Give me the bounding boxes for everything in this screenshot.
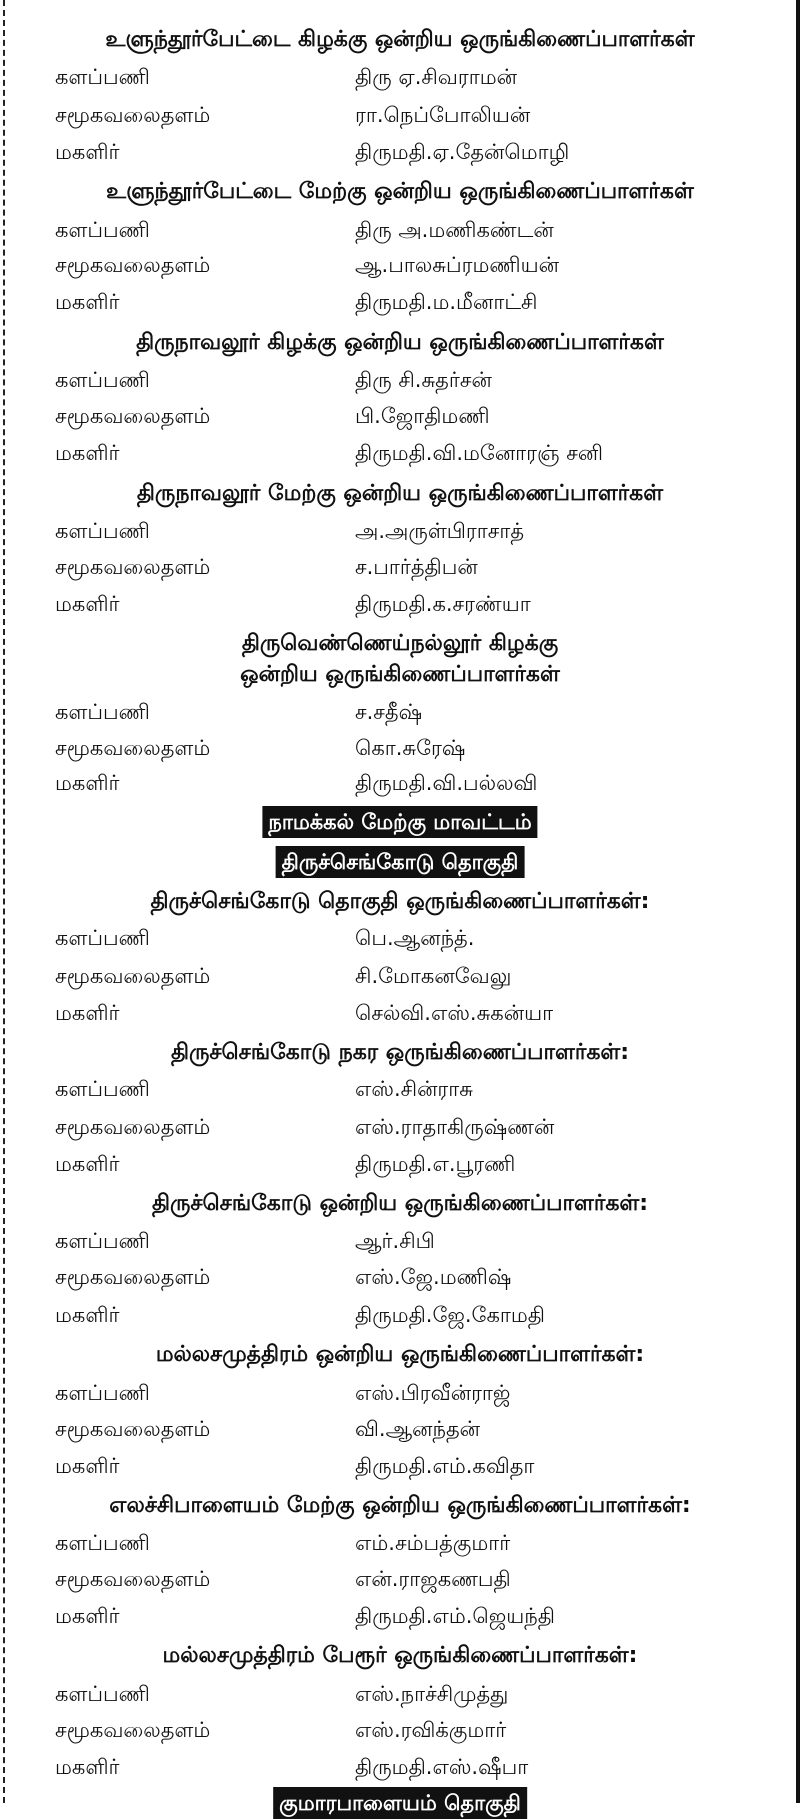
list-item [0,437,800,469]
person-name: திருமதி.ஜே.கோமதி [355,1303,545,1327]
list-item [0,997,800,1029]
section-title: எலச்சிபாளையம் மேற்கு ஒன்றிய ஒருங்கிணைப்பாளர்கள்: [109,1493,691,1518]
list-item [0,1073,800,1105]
list-item [0,1600,800,1632]
list-item [0,1751,800,1783]
list-item [0,364,800,396]
person-name: திருமதி.ம.மீனாட்சி [355,290,538,314]
role-label: களப்பணி [55,1682,150,1706]
list-item [0,99,800,131]
role-label: சமூகவலைதளம் [55,1115,211,1139]
person-name: திரு ஏ.சிவராமன் [355,65,517,89]
role-label: களப்பணி [55,1229,150,1253]
role-label: மகளிர் [55,1152,120,1176]
list-item [0,1261,800,1293]
person-name: எஸ்.பிரவீன்ராஜ் [355,1381,511,1405]
person-name: செல்வி.எஸ்.சுகன்யா [355,1001,554,1025]
role-label: களப்பணி [55,519,150,543]
list-item [0,696,800,728]
list-item [0,1563,800,1595]
role-label: மகளிர் [55,1454,120,1478]
list-item [0,1678,800,1710]
list-item [0,214,800,246]
person-name: ச.பார்த்திபன் [355,555,478,579]
list-item [0,767,800,799]
list-item [0,1377,800,1409]
role-label: களப்பணி [55,218,150,242]
role-label: களப்பணி [55,368,150,392]
section-title: மல்லசமுத்திரம் ஒன்றிய ஒருங்கிணைப்பாளர்கள்: [155,1342,645,1367]
list-item [0,588,800,620]
person-name: எஸ்.ஜே.மணிஷ் [355,1265,512,1289]
section-title: திருச்செங்கோடு தொகுதி ஒருங்கிணைப்பாளர்கள்: [150,889,650,914]
list-item [0,1527,800,1559]
person-name: பி.ஜோதிமணி [355,404,490,428]
role-label: சமூகவலைதளம் [55,964,211,988]
list-item [0,922,800,954]
list-item [0,732,800,764]
person-name: பெ.ஆனந்த். [355,926,475,950]
role-label: மகளிர் [55,290,120,314]
section-title: திருநாவலூர் கிழக்கு ஒன்றிய ஒருங்கிணைப்பாளர்கள் [136,330,664,355]
role-label: சமூகவலைதளம் [55,1417,211,1441]
person-name: திருமதி.எம்.கவிதா [355,1454,535,1478]
person-name: திருமதி.க.சரண்யா [355,592,531,616]
list-item [0,1413,800,1445]
role-label: சமூகவலைதளம் [55,103,211,127]
list-item [0,515,800,547]
role-label: மகளிர் [55,1303,120,1327]
section-title: திருநாவலூர் மேற்கு ஒன்றிய ஒருங்கிணைப்பாளர்கள் [136,481,664,506]
person-name: திருமதி.வி.மனோரஞ் சனி [355,441,603,465]
section-title: உளுந்தூர்பேட்டை கிழக்கு ஒன்றிய ஒருங்கிணைப்பாளர்கள் [105,27,695,52]
role-label: மகளிர் [55,140,120,164]
role-label: மகளிர் [55,592,120,616]
list-item [0,1299,800,1331]
role-label: மகளிர் [55,1604,120,1628]
list-item [0,551,800,583]
person-name: எஸ்.ராதாகிருஷ்ணன் [355,1115,555,1139]
person-name: என்.ராஜகணபதி [355,1567,511,1591]
person-name: கொ.சுரேஷ் [355,736,466,760]
person-name: எஸ்.ரவிக்குமார் [355,1718,507,1742]
list-item [0,400,800,432]
list-item [0,286,800,318]
role-label: சமூகவலைதளம் [55,736,211,760]
list-item [0,960,800,992]
section-title: திருவெண்ணெய்நல்லூர் கிழக்கு ஒன்றிய ஒருங்கிணைப்பாளர்கள் [240,631,560,687]
next-constituency-banner: குமாரபாளையம் தொகுதி [273,1787,527,1819]
person-name: ரா.நெப்போலியன் [355,103,531,127]
person-name: திருமதி.எம்.ஜெயந்தி [355,1604,555,1628]
district-banner: நாமக்கல் மேற்கு மாவட்டம் [262,806,537,838]
person-name: சி.மோகனவேலு [355,964,512,988]
role-label: களப்பணி [55,65,150,89]
role-label: மகளிர் [55,1755,120,1779]
person-name: எஸ்.சின்ராசு [355,1077,473,1101]
role-label: மகளிர் [55,1001,120,1025]
person-name: ஆர்.சிபி [355,1229,435,1253]
person-name: திரு அ.மணிகண்டன் [355,218,554,242]
person-name: வி.ஆனந்தன் [355,1417,481,1441]
role-label: சமூகவலைதளம் [55,555,211,579]
list-item [0,1450,800,1482]
constituency-banner: திருச்செங்கோடு தொகுதி [276,846,525,878]
person-name: எம்.சம்பத்குமார் [355,1531,511,1555]
role-label: களப்பணி [55,926,150,950]
person-name: ஆ.பாலசுப்ரமணியன் [355,253,559,277]
list-item [0,1148,800,1180]
section-title: மல்லசமுத்திரம் பேரூர் ஒருங்கிணைப்பாளர்கள்: [162,1643,638,1668]
person-name: திருமதி.வி.பல்லவி [355,771,538,795]
role-label: சமூகவலைதளம் [55,1718,211,1742]
person-name: திருமதி.எஸ்.ஷீபா [355,1755,529,1779]
role-label: மகளிர் [55,771,120,795]
person-name: திருமதி.ஏ.தேன்மொழி [355,140,570,164]
list-item [0,1111,800,1143]
list-item [0,249,800,281]
role-label: சமூகவலைதளம் [55,1265,211,1289]
role-label: சமூகவலைதளம் [55,253,211,277]
role-label: மகளிர் [55,441,120,465]
person-name: அ.அருள்பிராசாத் [355,519,525,543]
person-name: ச.சதீஷ் [355,700,423,724]
person-name: திருமதி.எ.பூரணி [355,1152,516,1176]
role-label: சமூகவலைதளம் [55,1567,211,1591]
section-title: திருச்செங்கோடு நகர ஒருங்கிணைப்பாளர்கள்: [170,1040,630,1065]
section-title: திருச்செங்கோடு ஒன்றிய ஒருங்கிணைப்பாளர்கள்: [151,1191,649,1216]
role-label: சமூகவலைதளம் [55,404,211,428]
list-item [0,136,800,168]
list-item [0,61,800,93]
person-name: எஸ்.நாச்சிமுத்து [355,1682,509,1706]
role-label: களப்பணி [55,1381,150,1405]
section-title: உளுந்தூர்பேட்டை மேற்கு ஒன்றிய ஒருங்கிணைப்பாளர்கள் [106,179,694,204]
role-label: களப்பணி [55,700,150,724]
list-item [0,1714,800,1746]
role-label: களப்பணி [55,1077,150,1101]
list-item [0,1225,800,1257]
person-name: திரு சி.சுதர்சன் [355,368,492,392]
role-label: களப்பணி [55,1531,150,1555]
